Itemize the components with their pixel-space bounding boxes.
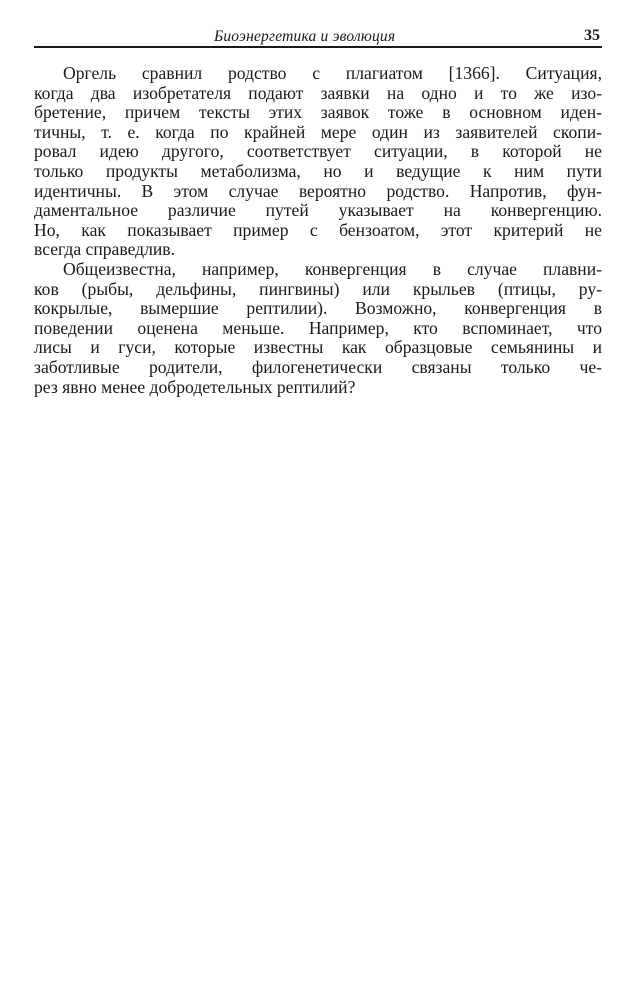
text-line: ровал идею другого, соответствует ситуации, в которой не: [34, 141, 602, 162]
running-title: Биоэнергетика и эволюция: [214, 28, 396, 45]
text-line: Но, как показывает пример с бензоатом, этот критерий не: [34, 219, 602, 240]
text-line: лисы и гуси, которые известны как образцовые семьянины и: [34, 337, 602, 358]
text-line: идентичны. В этом случае вероятно родство. Напротив, фун-: [34, 180, 602, 201]
page-number: 35: [584, 27, 600, 44]
text-line: тичны, т. е. когда по крайней мере один из заявителей скопи-: [34, 121, 602, 142]
text-line: кокрылые, вымершие рептилии). Возможно, конвергенция в: [34, 298, 602, 319]
text-line: только продукты метаболизма, но и ведущие к ним пути: [34, 160, 602, 181]
page-body: [34, 64, 602, 397]
text-line: Общеизвестна, например, конвергенция в случае плавни-: [63, 258, 602, 279]
text-line: всегда справедлив.: [34, 239, 175, 260]
text-line: даментальное различие путей указывает на конвергенцию.: [34, 200, 602, 221]
text-line: когда два изобретателя подают заявки на одно и то же изо-: [34, 82, 602, 103]
text-line: рез явно менее добродетельных рептилий?: [34, 376, 356, 397]
text-line: ков (рыбы, дельфины, пингвины) или крыльев (птицы, ру-: [34, 278, 602, 299]
text-line: заботливые родители, филогенетически связаны только че-: [34, 356, 602, 377]
text-line: поведении оценена меньше. Например, кто вспоминает, что: [34, 317, 602, 338]
paragraph-2: [34, 260, 602, 397]
text-line: бретение, причем тексты этих заявок тоже в основном иден-: [34, 102, 602, 123]
paragraph-1: [34, 64, 602, 260]
text-line: Оргель сравнил родство с плагиатом [1366]. Ситуация,: [63, 63, 602, 83]
page-header: [34, 24, 602, 48]
